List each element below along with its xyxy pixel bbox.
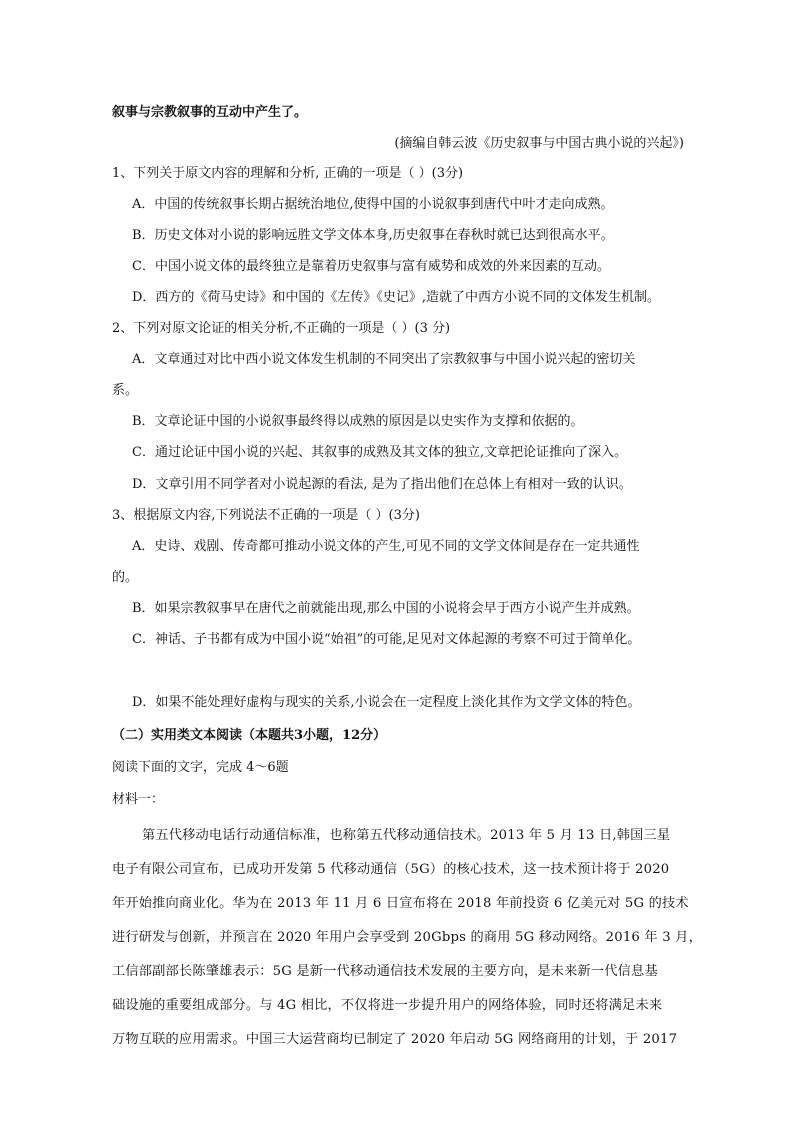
question-3-option-b: B．如果宗教叙事早在唐代之前就能出现,那么中国的小说将会早于西方小说产生并成熟。	[132, 601, 640, 616]
question-2-option-d: D．文章引用不同学者对小说起源的看法, 是为了指出他们在总体上有相对一致的认识。	[132, 477, 632, 492]
question-3-option-a-continued: 的。	[112, 570, 139, 585]
material-paragraph-line: 万物互联的应用需求。中国三大运营商均已制定了 2020 年启动 5G 网络商用的计划，于 2017	[112, 1032, 678, 1047]
question-3-option-a: A．史诗、戏剧、传奇都可推动小说文体的产生,可见不同的文学文体间是存在一定共通性	[132, 539, 640, 554]
reading-instruction: 阅读下面的文字，完成 4～6题	[112, 760, 289, 775]
material-paragraph-line: 年开始推向商业化。华为在 2013 年 11 月 6 日宣布将在 2018 年前投资 6 亿美元对 5G 的技术	[112, 896, 689, 911]
question-3-stem: 3、根据原文内容,下列说法不正确的一项是（ ）(3分)	[112, 508, 420, 523]
question-1-stem: 1、下列关于原文内容的理解和分析, 正确的一项是（ ）(3分)	[112, 166, 464, 181]
question-1-option-a: A．中国的传统叙事长期占据统治地位,使得中国的小说叙事到唐代中叶才走向成熟。	[132, 197, 614, 212]
material-paragraph-line: 进行研发与创新，并预言在 2020 年用户会享受到 20Gbps 的商用 5G 移动网络。2016 年 3 月，	[112, 930, 702, 945]
question-1-option-b: B．历史文体对小说的影响远胜文学文体本身,历史叙事在春秋时就已达到很高水平。	[132, 228, 614, 243]
source-citation: (摘编自韩云波《历史叙事与中国古典小说的兴起》)	[394, 136, 684, 151]
carry-over-line: 叙事与宗教叙事的互动中产生了。	[112, 105, 308, 120]
material-paragraph-line: 础设施的重要组成部分。与 4G 相比，不仅将进一步提升用户的网络体验，同时还将满足未来	[112, 998, 663, 1013]
material-paragraph-line: 电子有限公司宣布，已成功开发第 5 代移动通信（5G）的核心技术，这一技术预计将于 2020	[112, 862, 670, 877]
question-2-stem: 2、下列对原文论证的相关分析,不正确的一项是（ ）(3 分)	[112, 321, 451, 336]
material-paragraph-line: 工信部副部长陈肇雄表示：5G 是新一代移动通信技术发展的主要方向，是未来新一代信息基	[112, 964, 658, 979]
question-1-option-d: D．西方的《荷马史诗》和中国的《左传》《史记》,造就了中西方小说不同的文体发生机制。	[132, 290, 661, 305]
question-2-option-c: C．通过论证中国小说的兴起、其叙事的成熟及其文体的独立,文章把论证推向了深入。	[132, 445, 628, 460]
question-2-option-a: A．文章通过对比中西小说文体发生机制的不同突出了宗教叙事与中国小说兴起的密切关	[132, 352, 636, 367]
question-2-option-b: B．文章论证中国的小说叙事最终得以成熟的原因是以史实作为支撑和依据的。	[132, 414, 584, 429]
material-label: 材料一：	[112, 792, 165, 807]
question-2-option-a-continued: 系。	[112, 383, 139, 398]
section-heading: （二）实用类文本阅读（本题共3小题，12分）	[112, 728, 387, 743]
material-paragraph-line: 第五代移动电话行动通信标准，也称第五代移动通信技术。2013 年 5 月 13 日,韩国三星	[142, 828, 671, 843]
question-3-option-d: D．如果不能处理好虚构与现实的关系,小说会在一定程度上淡化其作为文学文体的特色。	[132, 695, 641, 710]
question-3-option-c: C．神话、子书都有成为中国小说“始祖”的可能,足见对文体起源的考察不可过于简单化。	[132, 632, 641, 647]
question-1-option-c: C．中国小说文体的最终独立是靠着历史叙事与富有威势和成效的外来因素的互动。	[132, 259, 610, 274]
